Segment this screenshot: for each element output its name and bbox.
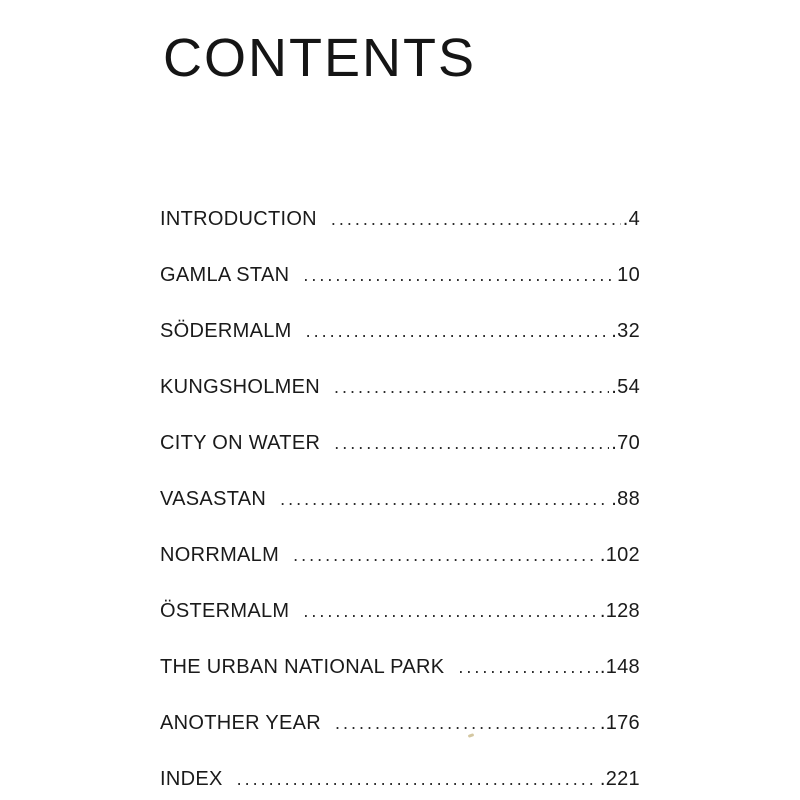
dot-leader <box>280 484 609 514</box>
toc-entry-sodermalm[interactable] <box>160 316 640 372</box>
dot-leader <box>306 316 610 346</box>
toc-entry-page: .4 <box>622 208 640 230</box>
toc-entry-gamla-stan[interactable] <box>160 260 640 316</box>
toc-entry-page: .102 <box>599 544 640 566</box>
toc-entry-page: .128 <box>599 600 640 622</box>
dot-leader <box>303 596 597 626</box>
dot-leader <box>331 204 621 234</box>
toc-entry-page: .70 <box>611 432 640 454</box>
toc-entry-page: .176 <box>599 712 640 734</box>
toc-entry-index[interactable] <box>160 764 640 800</box>
toc-entry-label: INDEX <box>160 768 223 790</box>
toc-entry-city-on-water[interactable] <box>160 428 640 484</box>
table-of-contents <box>160 204 640 800</box>
toc-entry-label: KUNGSHOLMEN <box>160 376 320 398</box>
toc-entry-page: .32 <box>611 320 640 342</box>
toc-entry-urban-national-park[interactable] <box>160 652 640 708</box>
dot-leader <box>334 372 609 402</box>
dot-leader <box>334 428 609 458</box>
toc-entry-label: THE URBAN NATIONAL PARK <box>160 656 445 678</box>
toc-entry-label: ÖSTERMALM <box>160 600 290 622</box>
toc-entry-label: NORRMALM <box>160 544 280 566</box>
toc-entry-vasastan[interactable] <box>160 484 640 540</box>
toc-entry-page: .54 <box>611 376 640 398</box>
toc-entry-kungsholmen[interactable] <box>160 372 640 428</box>
toc-entry-another-year[interactable] <box>160 708 640 764</box>
toc-entry-page: .148 <box>599 656 640 678</box>
toc-entry-label: GAMLA STAN <box>160 264 290 286</box>
toc-entry-page: 10 <box>617 264 640 286</box>
toc-entry-introduction[interactable] <box>160 204 640 260</box>
toc-entry-page: .221 <box>599 768 640 790</box>
dot-leader <box>303 260 615 290</box>
toc-entry-label: SÖDERMALM <box>160 320 292 342</box>
toc-entry-label: VASASTAN <box>160 488 267 510</box>
toc-entry-label: CITY ON WATER <box>160 432 321 454</box>
dot-leader <box>293 540 598 570</box>
dot-leader <box>237 764 598 794</box>
page-title: CONTENTS <box>163 28 476 88</box>
dot-leader <box>335 708 598 738</box>
toc-entry-ostermalm[interactable] <box>160 596 640 652</box>
toc-entry-norrmalm[interactable] <box>160 540 640 596</box>
toc-entry-page: .88 <box>611 488 640 510</box>
toc-entry-label: ANOTHER YEAR <box>160 712 322 734</box>
toc-entry-label: INTRODUCTION <box>160 208 317 230</box>
dot-leader <box>458 652 598 682</box>
